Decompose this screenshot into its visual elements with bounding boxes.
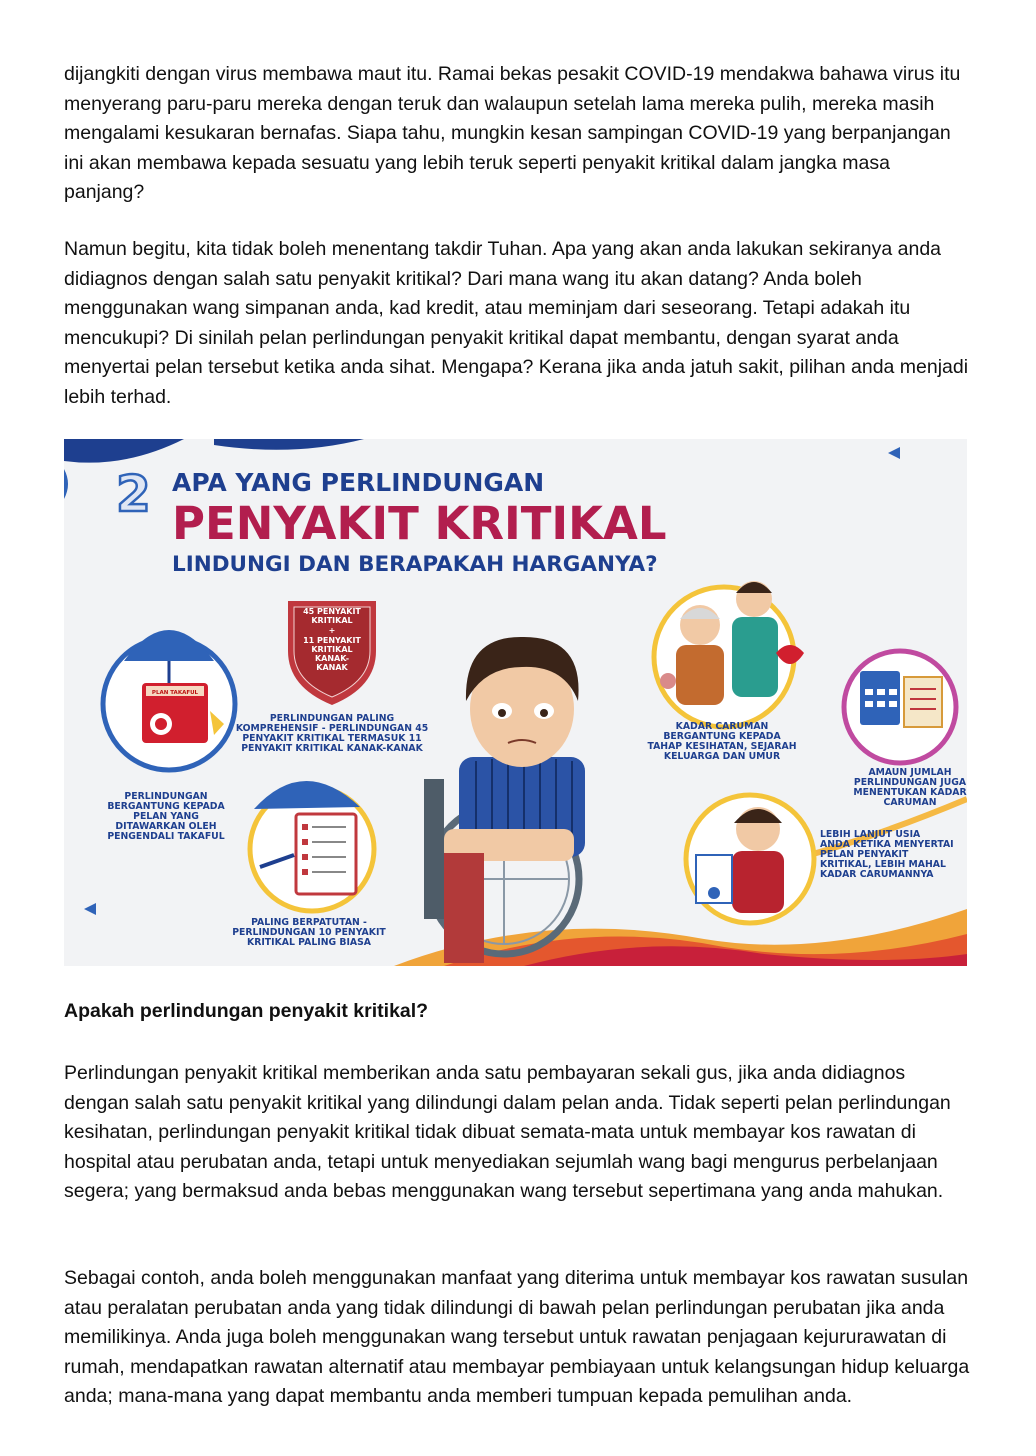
- shield-line: KRITIKAL: [311, 616, 353, 625]
- paragraph-fate: Namun begitu, kita tidak boleh menentang takdir Tuhan. Apa yang akan anda lakukan sekiranya anda didiagnos dengan salah satu penyakit kritikal? Dari mana wang itu akan datang? Anda boleh menggunakan wang simpanan anda, kad kredit, atau meminjam dari seseorang. Tetapi adakah itu mencukupi? Di sinilah pelan perlindungan penyakit kritikal dapat membantu, dengan syarat anda menyertai pelan tersebut ketika anda sihat. Mengapa? Kerana jika anda jatuh sakit, pilihan anda menjadi lebih terhad.: [64, 238, 969, 408]
- paragraph-definition: Perlindungan penyakit kritikal memberikan anda satu pembayaran sekali gus, jika anda didiagnos dengan salah satu penyakit kritikal yang dilindungi dalam pelan anda. Tidak seperti pelan perlindungan kesihatan, perlindungan penyakit kritikal tidak dibuat semata-mata untuk membayar kos rawatan di hospital atau perubatan anda, tetapi untuk menyediakan sejumlah wang bagi mengurus perbelanjaan segera; yang bermaksud anda bebas menggunakan wang tersebut sepertimana yang anda mahukan.: [64, 1062, 951, 1202]
- svg-text:KOMPREHENSIF - PERLINDUNGAN 45: KOMPREHENSIF - PERLINDUNGAN 45: [235, 723, 429, 734]
- caption-comprehensive: [236, 713, 428, 754]
- shield-line: KANAK: [316, 663, 348, 672]
- title-line-2: PENYAKIT KRITIKAL: [172, 497, 667, 550]
- svg-text:PERLINDUNGAN PALING: PERLINDUNGAN PALING: [269, 713, 395, 724]
- caption-amount: [853, 767, 967, 808]
- caption-rate: [647, 721, 796, 762]
- svg-text:PALING BERPATUTAN -: PALING BERPATUTAN -: [251, 917, 367, 928]
- svg-text:ANDA KETIKA MENYERTAI: ANDA KETIKA MENYERTAI: [820, 839, 954, 850]
- svg-text:PERLINDUNGAN: PERLINDUNGAN: [124, 791, 208, 802]
- title-line-3: LINDUNGI DAN BERAPAKAH HARGANYA?: [172, 552, 658, 577]
- calculator-document-icon: [844, 651, 956, 763]
- shield-icon: [288, 601, 376, 705]
- patient-in-wheelchair-illustration: [424, 637, 585, 963]
- caption-age: [820, 829, 954, 880]
- svg-text:PENYAKIT KRITIKAL KANAK-KANAK: PENYAKIT KRITIKAL KANAK-KANAK: [241, 743, 423, 754]
- caption-reasonable: [232, 917, 386, 948]
- svg-text:TAHAP KESIHATAN, SEJARAH: TAHAP KESIHATAN, SEJARAH: [647, 741, 797, 752]
- infographic-title: [116, 465, 667, 577]
- paragraph-example: Sebagai contoh, anda boleh menggunakan manfaat yang diterima untuk membayar kos rawatan susulan atau peralatan perubatan anda yang tidak dilindungi di bawah pelan perlindungan perubatan jika anda memilikinya. Anda juga boleh menggunakan wang tersebut untuk rawatan penjagaan kejururawatan di rumah, mendapatkan rawatan alternatif atau membayar pembiayaan untuk kelangsungan hidup keluarga anda; mana-mana yang dapat membantu anda memberi tumpuan kepada pemulihan anda.: [64, 1267, 970, 1407]
- svg-text:PELAN PENYAKIT: PELAN PENYAKIT: [820, 849, 909, 860]
- svg-text:KRITIKAL, LEBIH MAHAL: KRITIKAL, LEBIH MAHAL: [820, 859, 946, 870]
- svg-text:CARUMAN: CARUMAN: [883, 797, 937, 808]
- shield-line: 45 PENYAKIT: [303, 607, 361, 616]
- svg-text:PENGENDALI TAKAFUL: PENGENDALI TAKAFUL: [107, 831, 225, 842]
- older-man-document-icon: [686, 795, 814, 923]
- section-heading: Apakah perlindungan penyakit kritikal?: [64, 1000, 429, 1022]
- svg-text:BERGANTUNG KEPADA: BERGANTUNG KEPADA: [107, 801, 225, 812]
- umbrella-plan-icon: [103, 630, 235, 770]
- svg-text:DITAWARKAN OLEH: DITAWARKAN OLEH: [115, 821, 217, 832]
- svg-text:BERGANTUNG KEPADA: BERGANTUNG KEPADA: [663, 731, 781, 742]
- svg-text:KRITIKAL PALING BIASA: KRITIKAL PALING BIASA: [246, 937, 372, 948]
- caption-coverage: [107, 791, 225, 842]
- svg-text:PERLINDUNGAN JUGA: PERLINDUNGAN JUGA: [853, 777, 967, 788]
- critical-illness-infographic: [64, 439, 967, 966]
- svg-text:PENYAKIT KRITIKAL TERMASUK 11: PENYAKIT KRITIKAL TERMASUK 11: [242, 733, 422, 744]
- svg-text:KELUARGA DAN UMUR: KELUARGA DAN UMUR: [663, 751, 781, 762]
- title-line-1: APA YANG PERLINDUNGAN: [172, 468, 545, 497]
- svg-text:MENENTUKAN KADAR: MENENTUKAN KADAR: [853, 787, 967, 798]
- step-number: 2: [116, 465, 151, 523]
- plan-card-label: PLAN TAKAFUL: [151, 690, 199, 696]
- shield-line: KRITIKAL: [311, 645, 353, 654]
- svg-text:KADAR CARUMAN: KADAR CARUMAN: [675, 721, 769, 732]
- svg-text:AMAUN JUMLAH: AMAUN JUMLAH: [868, 767, 952, 778]
- svg-text:KADAR CARUMANNYA: KADAR CARUMANNYA: [820, 869, 934, 880]
- shield-line: 11 PENYAKIT: [303, 636, 361, 645]
- paragraph-covid-effects: dijangkiti dengan virus membawa maut itu. Ramai bekas pesakit COVID-19 mendakwa bahawa virus itu menyerang paru-paru mereka dengan teruk dan walaupun setelah lama mereka pulih, mereka masih mengalami kesukaran bernafas. Siapa tahu, mungkin kesan sampingan COVID-19 yang berpanjangan ini akan membawa kepada sesuatu yang lebih teruk seperti penyakit kritikal dalam jangka masa panjang?: [64, 63, 961, 203]
- svg-text:PERLINDUNGAN 10 PENYAKIT: PERLINDUNGAN 10 PENYAKIT: [232, 927, 386, 938]
- svg-text:PELAN YANG: PELAN YANG: [133, 811, 199, 822]
- svg-text:LEBIH LANJUT USIA: LEBIH LANJUT USIA: [820, 829, 921, 840]
- family-health-icon: [654, 581, 804, 727]
- checklist-icon: [250, 781, 374, 911]
- shield-line: +: [328, 626, 336, 635]
- shield-line: KANAK-: [314, 654, 350, 663]
